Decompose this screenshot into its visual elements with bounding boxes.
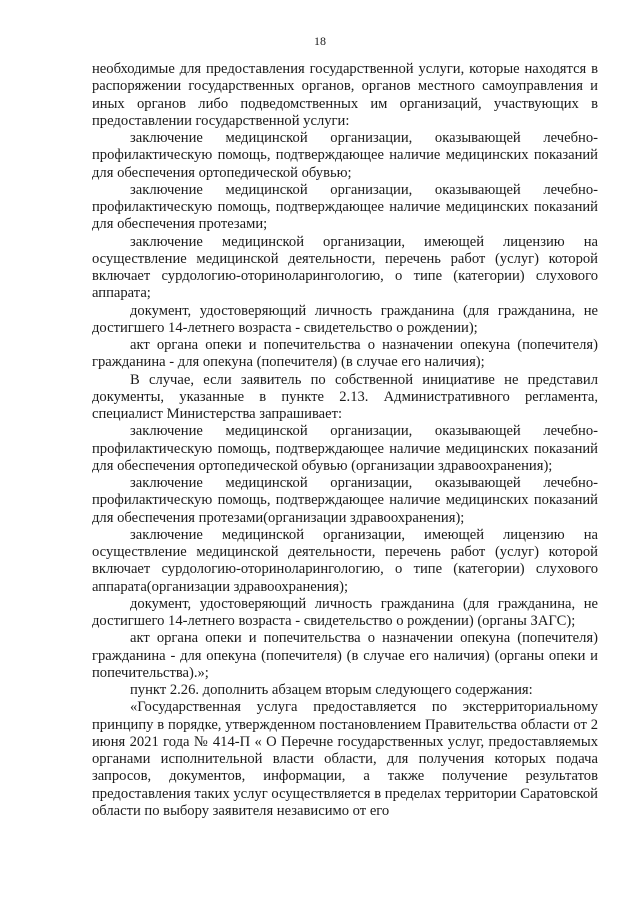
- paragraph: документ, удостоверяющий личность гражданина (для гражданина, не достигшего 14-летнего возраста - свидетельство о рождении);: [92, 302, 598, 336]
- paragraph: заключение медицинской организации, оказывающей лечебно-профилактическую помощь, подтверждающее наличие медицинских показаний для обеспечения ортопедической обувью (организации здравоохранения);: [92, 423, 598, 474]
- paragraph: заключение медицинской организации, имеющей лицензию на осуществление медицинской деятельности, перечень работ (услуг) которой включает сурдологию-оториноларингологию, о типе (категории) слухового аппарата(организации здравоохранения);: [92, 526, 598, 595]
- paragraph: заключение медицинской организации, имеющей лицензию на осуществление медицинской деятельности, перечень работ (услуг) которой включает сурдологию-оториноларингологию, о типе (категории) слухового аппарата;: [92, 233, 598, 302]
- page-number: 18: [314, 34, 326, 48]
- paragraph: документ, удостоверяющий личность гражданина (для гражданина, не достигшего 14-летнего возраста - свидетельство о рождении) (органы ЗАГС);: [92, 595, 598, 629]
- paragraph: акт органа опеки и попечительства о назначении опекуна (попечителя) гражданина - для опекуна (попечителя) (в случае его наличия);: [92, 337, 598, 371]
- paragraph: В случае, если заявитель по собственной инициативе не представил документы, указанные в пункте 2.13. Административного регламента, специалист Министерства запрашивает:: [92, 371, 598, 422]
- paragraph: заключение медицинской организации, оказывающей лечебно-профилактическую помощь, подтверждающее наличие медицинских показаний для обеспечения протезами;: [92, 181, 598, 233]
- paragraph: необходимые для предоставления государственной услуги, которые находятся в распоряжении государственных органов, органов местного самоуправления и иных органов либо подведомственных им организаций, участвующих в предоставлении государственной услуги:: [92, 61, 598, 129]
- paragraph: заключение медицинской организации, оказывающей лечебно-профилактическую помощь, подтверждающее наличие медицинских показаний для обеспечения протезами(организации здравоохранения);: [92, 475, 598, 526]
- document-body: [92, 61, 598, 820]
- paragraph: акт органа опеки и попечительства о назначении опекуна (попечителя) гражданина - для опекуна (попечителя) (в случае его наличия) (органы опеки и попечительства).»;: [92, 630, 598, 681]
- paragraph: заключение медицинской организации, оказывающей лечебно-профилактическую помощь, подтверждающее наличие медицинских показаний для обеспечения ортопедической обувью;: [92, 130, 598, 181]
- paragraph: «Государственная услуга предоставляется по экстерриториальному принципу в порядке, утвержденном постановлением Правительства области от 2 июня 2021 года № 414-П « О Перечне государственных услуг, предоставляемых органами исполнительной власти области, для получения которых подача запросов, документов, информации, а также получение результатов предоставления таких услуг осуществляется в пределах территории Саратовской области по выбору заявителя независимо от его: [92, 699, 598, 819]
- paragraph: пункт 2.26. дополнить абзацем вторым следующего содержания:: [130, 682, 533, 698]
